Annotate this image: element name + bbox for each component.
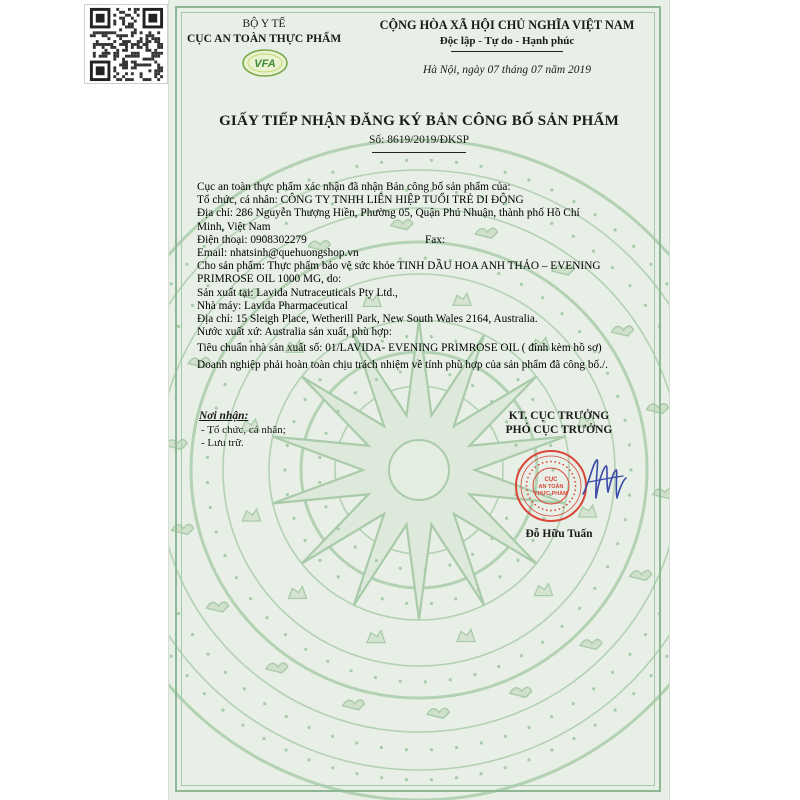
motto-underline xyxy=(451,51,563,52)
product-line-1: Cho sản phẩm: Thực phẩm bảo vệ sức khỏe TINH DẦU HOA ANH THẢO – EVENING xyxy=(197,260,601,273)
address-line-1: Địa chỉ: 286 Nguyễn Thượng Hiền, Phường 05, Quận Phú Nhuận, thành phố Hồ Chí xyxy=(197,207,580,220)
standard-line: Tiêu chuẩn nhà sản xuất số: 01/LAVIDA- EVENING PRIMROSE OIL ( đính kèm hồ sơ) xyxy=(197,342,602,355)
official-stamp-icon xyxy=(513,448,589,524)
svg-text:CỤC: CỤC xyxy=(544,477,558,483)
signer-title-2: PHÓ CỤC TRƯỞNG xyxy=(505,424,613,436)
phone-fax-line xyxy=(197,234,647,247)
origin-line: Nước xuất xứ: Australia sản xuất, phù hợp: xyxy=(197,326,392,339)
document-number-underline xyxy=(372,152,466,153)
document-body xyxy=(197,181,647,372)
vfa-logo-icon xyxy=(241,48,289,78)
qr-code xyxy=(84,4,168,84)
phone-line: Điện thoại: 0908302279 xyxy=(197,233,307,246)
producer-line: Sản xuất tại: Lavida Nutraceuticals Pty Ltd., xyxy=(197,286,398,299)
factory-line: Nhà máy: Lavida Pharmaceutical xyxy=(197,299,348,312)
organization-line: Tổ chức, cá nhân: CÔNG TY TNHH LIÊN HIỆP TUỔI TRẺ DI ĐỘNG xyxy=(197,194,524,207)
svg-text:THỰC PHẨM: THỰC PHẨM xyxy=(534,491,568,497)
signer-title-1: KT. CỤC TRƯỞNG xyxy=(508,410,610,422)
recipient-item: - Lưu trữ. xyxy=(201,437,244,449)
place-date: Hà Nội, ngày 07 tháng 07 năm 2019 xyxy=(422,64,592,76)
intro-line: Cục an toàn thực phẩm xác nhận đã nhận Bản công bố sản phẩm của: xyxy=(197,181,511,193)
responsibility-line: Doanh nghiệp phải hoàn toàn chịu trách nhiệm về tính phù hợp của sản phẩm đã công bố./. xyxy=(197,358,608,371)
agency-name: CỤC AN TOÀN THỰC PHẨM xyxy=(187,33,342,45)
republic-name: CỘNG HÒA XÃ HỘI CHỦ NGHĨA VIỆT NAM xyxy=(379,18,635,32)
document-title: GIẤY TIẾP NHẬN ĐĂNG KÝ BẢN CÔNG BỐ SẢN PHẨM xyxy=(219,113,619,129)
national-motto: Độc lập - Tự do - Hạnh phúc xyxy=(439,35,575,47)
qr-code-icon xyxy=(85,5,167,83)
document-number: Số: 8619/2019/ĐKSP xyxy=(368,134,469,146)
certificate-document xyxy=(168,0,670,800)
svg-text:VFA: VFA xyxy=(254,58,276,70)
handwritten-signature-icon xyxy=(579,454,629,508)
ministry-name: BỘ Y TẾ xyxy=(242,18,286,30)
product-line-2: PRIMROSE OIL 1000 MG, do: xyxy=(197,273,342,286)
recipient-item: - Tổ chức, cá nhân; xyxy=(201,424,286,436)
email-line: Email: nhatsinh@quehuongshop.vn xyxy=(197,247,359,260)
svg-text:AN TOÀN: AN TOÀN xyxy=(538,484,564,490)
recipients-title: Nơi nhận: xyxy=(199,410,249,422)
factory-address-line: Địa chỉ: 15 Sleigh Place, Wetherill Park, New South Wales 2164, Australia. xyxy=(197,313,538,326)
fax-line: Fax: xyxy=(425,233,446,246)
address-line-2: Minh, Việt Nam xyxy=(197,220,271,233)
signer-name: Đỗ Hữu Tuấn xyxy=(525,528,593,540)
